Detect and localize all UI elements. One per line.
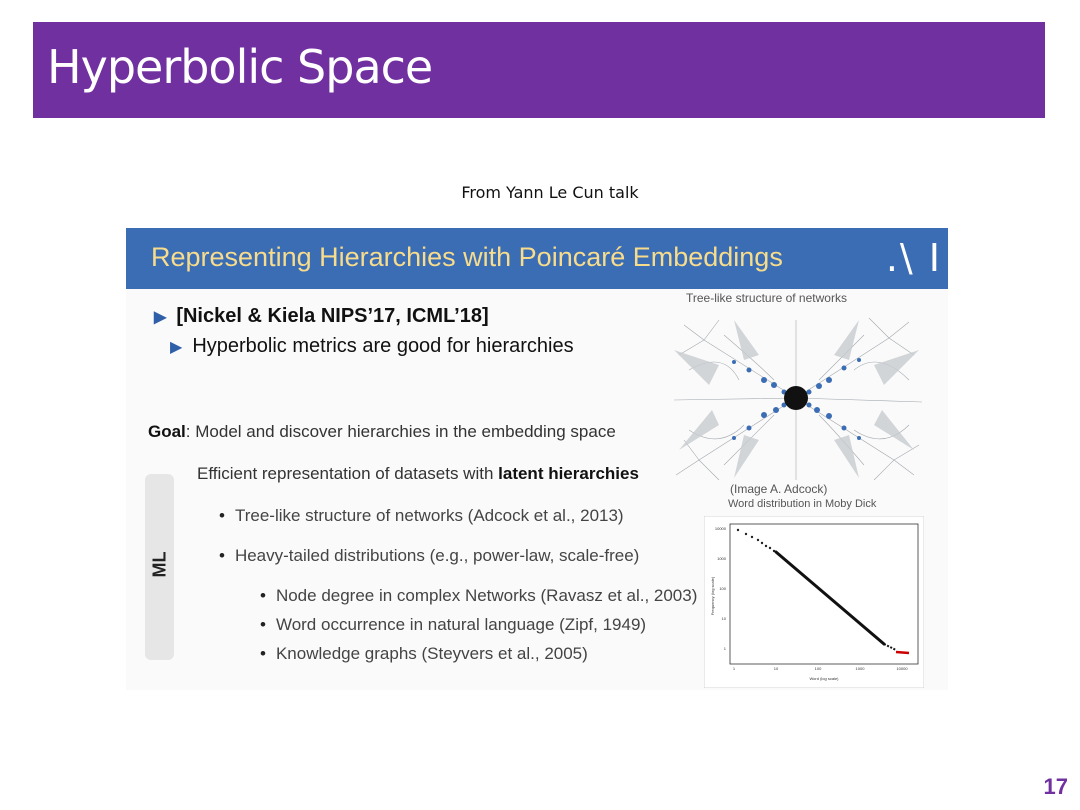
- list-item: • Tree-like structure of networks (Adcock et al., 2013): [219, 506, 624, 525]
- y-axis-label: Frequency (log scale): [710, 576, 715, 616]
- y-tick-label: 1: [723, 646, 726, 651]
- x-tick-label: 10000: [896, 666, 908, 671]
- bullet-reference-text: [Nickel & Kiela NIPS’17, ICML’18]: [176, 305, 489, 327]
- efficient-bold: latent hierarchies: [498, 464, 639, 483]
- bullet-triangle-icon: ▶: [154, 309, 167, 326]
- network-tree-figure: [664, 310, 929, 485]
- y-tick-label: 10000: [714, 526, 726, 531]
- goal-text: : Model and discover hierarchies in the embedding space: [185, 422, 616, 441]
- slide-title: Hyperbolic Space: [47, 40, 433, 94]
- goal-line: [148, 422, 616, 442]
- image-banner-title: Representing Hierarchies with Poincaré Embeddings: [151, 242, 783, 272]
- embedded-slide-image: [126, 228, 948, 690]
- page-number: 17: [1043, 774, 1068, 799]
- bullet-reference: [154, 305, 489, 328]
- sub-list-item: • Word occurrence in natural language (Zipf, 1949): [260, 615, 647, 634]
- x-axis-label: Word (log scale): [809, 676, 839, 681]
- network-figure-credit: (Image A. Adcock): [730, 482, 828, 496]
- zipf-figure-caption: Word distribution in Moby Dick: [728, 498, 877, 510]
- sub-list-item: • Knowledge graphs (Steyvers et al., 2005): [260, 644, 588, 663]
- x-tick-label: 10: [773, 666, 779, 671]
- list-item: • Heavy-tailed distributions (e.g., power-law, scale-free): [219, 546, 640, 565]
- y-tick-label: 1000: [717, 556, 726, 561]
- bullet-hyperbolic-text: Hyperbolic metrics are good for hierarchies: [192, 335, 574, 357]
- ml-label: ML: [149, 551, 170, 578]
- y-tick-label: 10: [721, 616, 726, 621]
- goal-label: Goal: [148, 422, 186, 441]
- image-banner: [126, 228, 948, 289]
- slide-caption: From Yann Le Cun talk: [461, 183, 639, 202]
- ml-side-tab: [145, 474, 174, 660]
- zipf-loglog-plot: [704, 516, 924, 688]
- banner-logo: .\ I: [885, 236, 942, 280]
- y-tick-label: 100: [719, 586, 726, 591]
- title-bar: [33, 22, 1045, 118]
- sub-list-item: • Node degree in complex Networks (Ravasz et al., 2003): [260, 586, 698, 605]
- network-figure-caption: Tree-like structure of networks: [686, 291, 847, 305]
- bullet-hyperbolic: [170, 335, 574, 358]
- efficient-line: [197, 464, 639, 484]
- x-tick-label: 1: [732, 666, 736, 671]
- x-tick-label: 100: [814, 666, 822, 671]
- bullet-triangle-icon: ▶: [170, 339, 183, 356]
- x-tick-label: 1000: [855, 666, 865, 671]
- efficient-text: Efficient representation of datasets with: [197, 464, 499, 483]
